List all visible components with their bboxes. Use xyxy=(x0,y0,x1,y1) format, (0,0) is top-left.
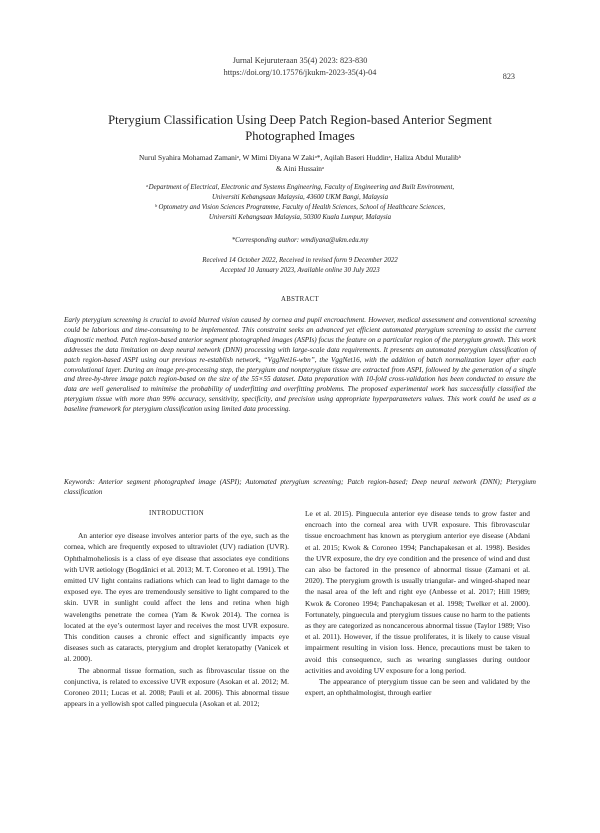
keywords: Keywords: Anterior segment photographed image (ASPI); Automated pterygium screening; Patch region-based; Deep neural network (DNN); Pterygium classification xyxy=(64,478,536,496)
received-dates: Received 14 October 2022, Received in revised form 9 December 2022 xyxy=(202,257,398,264)
article-title xyxy=(90,112,510,144)
body-paragraph: The abnormal tissue formation, such as fibrovascular tissue on the conjunctiva, is related to excessive UVR exposure (Asokan et al. 2012; M. Coroneo 2011; Lucas et al. 2008; Pauli et al. 2006). This abnormal tissue appears in a yellowish spot called pinguecula (Asokan et al. 2012; xyxy=(64,665,289,709)
affiliation-line: Universiti Kebangsaan Malaysia, 50300 Kuala Lumpur, Malaysia xyxy=(208,214,392,221)
page-number: 823 xyxy=(502,72,515,81)
affiliation-line: ᵇ Optometry and Vision Sciences Programme, Faculty of Health Sciences, School of Healthcare Sciences, xyxy=(154,204,446,211)
article-dates xyxy=(0,256,600,276)
title-line: Photographed Images xyxy=(245,129,355,143)
affiliation-line: Universiti Kebangsaan Malaysia, 43600 UKM Bangi, Malaysia xyxy=(211,194,389,201)
corresponding-author: *Corresponding author: wmdiyana@ukm.edu.my xyxy=(231,237,369,244)
affiliations xyxy=(95,183,505,223)
body-paragraph: An anterior eye disease involves anterior parts of the eye, such as the cornea, which are frequently exposed to ultraviolet (UV) radiation (UVR). Ophthalmoheliosis is a class of eye disease that associates eye conditions with UVR aetiology (Bogdănici et al. 2013; M. T. Coroneo et al. 1991). The emitted UV light contains radiations which can lead to light damage to the exposed eye. The eyes are tremendously sensitive to light compared to the skin. UVR in sunlight could affect the lens and retina when high wavelengths penetrate the cornea (Yam & Kwok 2014). The cornea is located at the eye’s outermost layer and receives the most UVR exposure. This condition causes a chronic effect and significantly impacts eye diseases such as cataracts, pterygium and droplet keratopathy (Vanicek et al. 2000). xyxy=(64,531,289,664)
title-line: Pterygium Classification Using Deep Patch Region-based Anterior Segment xyxy=(108,113,492,127)
accepted-dates: Accepted 10 January 2023, Available online 30 July 2023 xyxy=(220,267,380,274)
doi-link[interactable]: https://doi.org/10.17576/jkukm-2023-35(4)-04 xyxy=(223,68,377,77)
author-list xyxy=(100,152,500,174)
body-column-left xyxy=(64,508,289,709)
affiliation-line: ᵃDepartment of Electrical, Electronic and Systems Engineering, Faculty of Engineering and Built Environment, xyxy=(145,184,455,191)
body-column-right xyxy=(305,508,530,698)
journal-citation: Jurnal Kejuruteraan 35(4) 2023: 823-830 xyxy=(232,56,368,65)
body-paragraph: Le et al. 2015). Pinguecula anterior eye disease tends to grow faster and encroach into the corneal area with UVR exposure. This fibrovascular tissue encroachment has known as pterygium anterior eye disease (Abdani et al. 2015; Kwok & Coroneo 1994; Panchapakesan et al. 1998). Besides the UVR exposure, the dry eye condition and the presence of wind and dust can also be factored in the presence of abnormal tissue (Zamani et al. 2020). The pterygium growth is usually triangular- and winged-shaped near the nasal area of the left and right eye (Anbesse et al. 2017; Hill 1989; Kwok & Coroneo 1994; Panchapakesan et al. 1998; Twelker et al. 2000). Fortunately, pinguecula and pterygium tissues cause no harm to the patients as they are categorized as noncancerous abnormal tissue (Taylor 1989; Viso et al. 2011). However, if the tissue proliferates, it is likely to cause visual impairment resulting in vision loss. Hence, precautions must be taken to avoid this consequence, such as wearing sunglasses during outdoor activities and avoiding UV exposure for a long period. xyxy=(305,509,530,675)
abstract-heading: ABSTRACT xyxy=(281,296,319,303)
introduction-heading: INTRODUCTION xyxy=(149,510,204,517)
body-paragraph: The appearance of pterygium tissue can be seen and validated by the expert, an ophthalmologist, through earlier xyxy=(305,677,530,698)
authors-line: & Aini Hussainᵃ xyxy=(275,164,324,173)
authors-line: Nurul Syahira Mohamad Zamaniᵃ, W Mimi Diyana W Zakiᵃ*, Aqilah Baseri Huddinᵃ, Haliza Abdul Mutalibᵇ xyxy=(138,153,462,162)
abstract-body: Early pterygium screening is crucial to avoid blurred vision caused by cornea and pupil encroachment. However, medical assessment and conventional screening could be laborious and time-consuming to be implemented. This constraint seeks an advanced yet efficient automated pterygium screening to assist the current diagnostic method. Patch region-based anterior segment photographed images (ASPIs) focus the feature on a particular region of the pterygium growth. This work addresses the data limitation on deep neural network (DNN) processing with large-scale data requirements. It presents an automated pterygium classification of patch region-based ASPI using our previous re-establish network, “VggNet16-wbn”, the VggNet16, with the addition of batch normalization layer after each convolutional layer. During an image pre-processing step, the pterygium and nonpterygium tissue are extracted from ASPI, followed by the generation of a single and three-by-three image patch region-based on the size of the 55×55 dataset. Data preparation with 10-fold cross-validation has been conducted to ensure the data are well generalised to minimise the probability of underfitting and overfitting problems. The proposed experimental work has successfully classified the pterygium tissue with more than 99% accuracy, sensitivity, specificity, and precision using appropriate hyperparameters values. This work could be used as a baseline framework for pterygium classification using limited data processing. xyxy=(64,316,536,414)
